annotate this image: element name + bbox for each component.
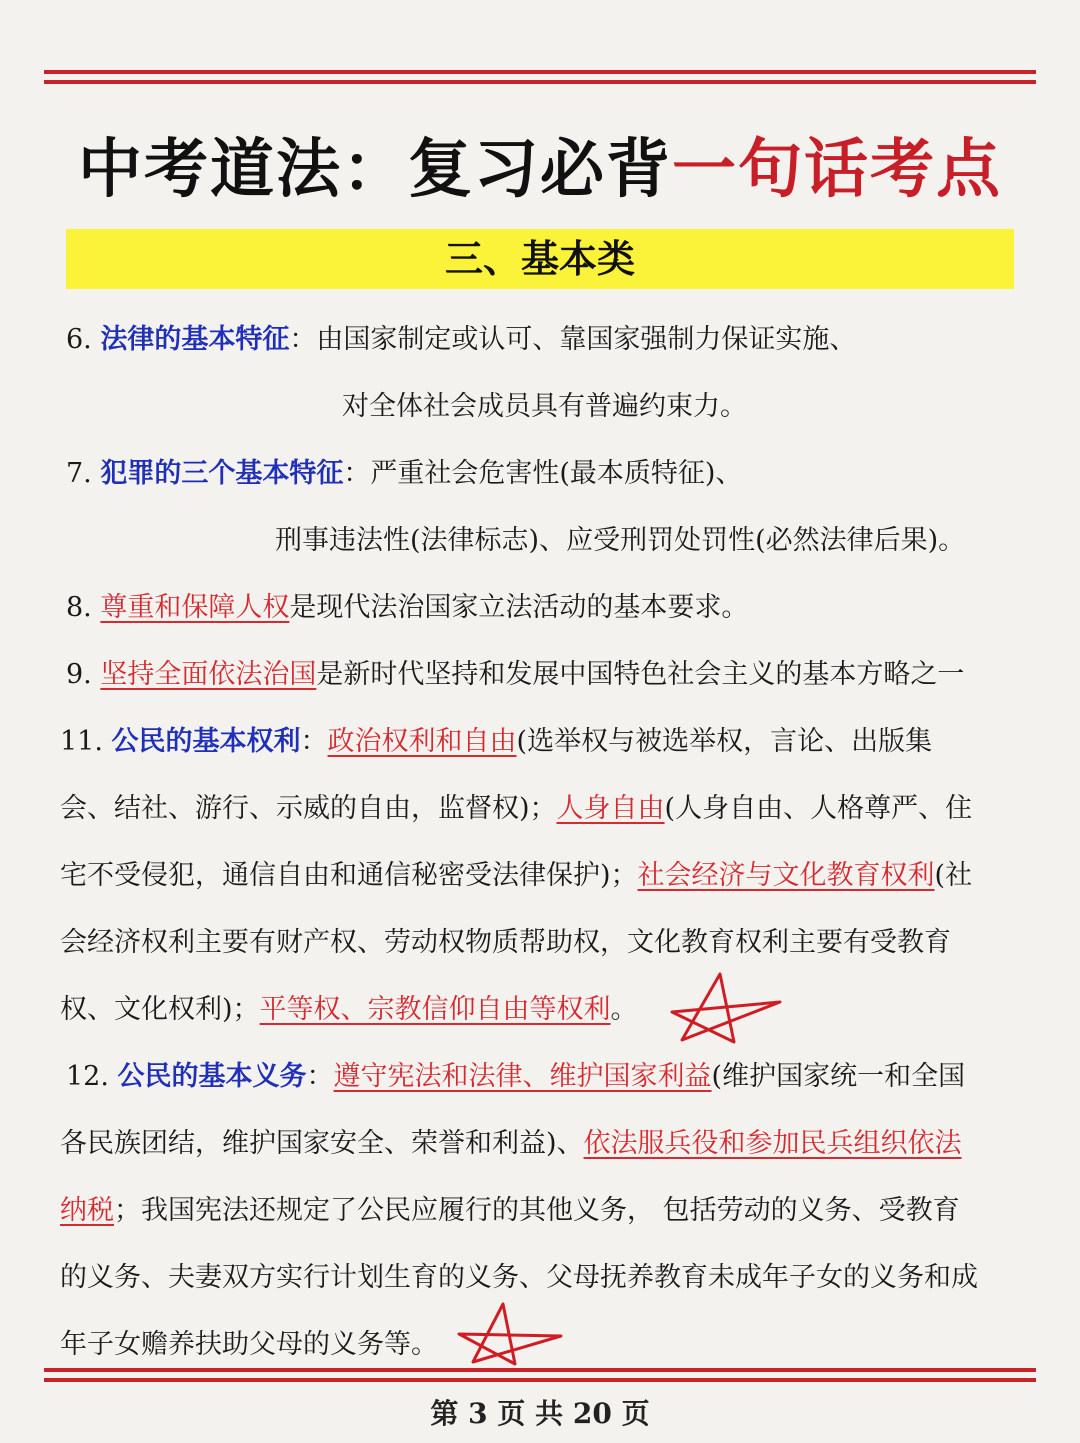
item-number: 6. <box>66 324 92 355</box>
key-phrase: 政治权利和自由 <box>327 726 517 757</box>
item-number: 8. <box>66 592 92 623</box>
item-number: 7. <box>66 458 92 489</box>
bottom-rule-1 <box>44 1368 1036 1372</box>
key-phrase: 平等权、宗教信仰自由等权利 <box>259 994 611 1025</box>
page-title: 中考道法：复习必背一句话考点 <box>78 133 1002 207</box>
item-6-line-2: 对全体社会成员具有普遍约束力。 <box>342 391 747 422</box>
item-12-line-5: 年子女赡养扶助父母的义务等。 <box>60 1329 438 1360</box>
hand-drawn-star-icon <box>668 968 788 1046</box>
item-number: 12. <box>66 1061 109 1092</box>
item-12-line-1: 12. 公民的基本义务：遵守宪法和法律、维护国家利益(维护国家统一和全国 <box>66 1061 966 1092</box>
item-11-line-4: 会经济权利主要有财产权、劳动权物质帮助权，文化教育权利主要有受教育 <box>60 927 951 958</box>
item-11-line-3: 宅不受侵犯，通信自由和通信秘密受法律保护)；社会经济与文化教育权利(社 <box>60 860 973 891</box>
item-6-line-1: 6. 法律的基本特征：由国家制定或认可、靠国家强制力保证实施、 <box>66 324 857 355</box>
hand-drawn-star-icon <box>455 1300 567 1368</box>
key-phrase: 社会经济与文化教育权利 <box>637 860 935 891</box>
top-rule-2 <box>44 80 1036 84</box>
item-11-line-1: 11. 公民的基本权利：政治权利和自由(选举权与被选举权，言论、出版集 <box>60 726 933 757</box>
item-7-line-1: 7. 犯罪的三个基本特征：严重社会危害性(最本质特征)、 <box>66 458 743 489</box>
item-7-line-2: 刑事违法性(法律标志)、应受刑罚处罚性(必然法律后果)。 <box>275 525 966 556</box>
item-12-line-2: 各民族团结，维护国家安全、荣誉和利益)、依法服兵役和参加民兵组织依法 <box>60 1128 962 1159</box>
item-heading: 公民的基本权利 <box>111 726 301 757</box>
key-phrase: 尊重和保障人权 <box>100 592 290 623</box>
item-number: 11. <box>60 726 103 757</box>
key-phrase: 纳税 <box>60 1195 114 1226</box>
key-phrase: 遵守宪法和法律、维护国家利益 <box>333 1061 712 1092</box>
item-12-line-3: 纳税；我国宪法还规定了公民应履行的其他义务， 包括劳动的义务、受教育 <box>60 1195 960 1226</box>
item-11-line-5: 权、文化权利)；平等权、宗教信仰自由等权利。 <box>60 994 638 1025</box>
key-phrase: 人身自由 <box>556 793 665 824</box>
item-12-line-4: 的义务、夫妻双方实行计划生育的义务、父母抚养教育未成年子女的义务和成 <box>60 1262 978 1293</box>
item-number: 9. <box>66 659 92 690</box>
item-11-line-2: 会、结社、游行、示威的自由，监督权)；人身自由(人身自由、人格尊严、住 <box>60 793 973 824</box>
key-phrase: 坚持全面依法治国 <box>100 659 317 690</box>
item-heading: 犯罪的三个基本特征 <box>100 458 344 489</box>
section-banner: 三、基本类 <box>66 229 1014 289</box>
bottom-rule-2 <box>44 1378 1036 1382</box>
item-heading: 法律的基本特征 <box>100 324 290 355</box>
item-8-line: 8. 尊重和保障人权是现代法治国家立法活动的基本要求。 <box>66 592 749 623</box>
item-9-line: 9. 坚持全面依法治国是新时代坚持和发展中国特色社会主义的基本方略之一 <box>66 659 965 690</box>
page-indicator: 第 3 页 共 20 页 <box>430 1397 650 1430</box>
key-phrase: 依法服兵役和参加民兵组织依法 <box>583 1128 962 1159</box>
item-heading: 公民的基本义务 <box>117 1061 307 1092</box>
top-rule-1 <box>44 70 1036 74</box>
